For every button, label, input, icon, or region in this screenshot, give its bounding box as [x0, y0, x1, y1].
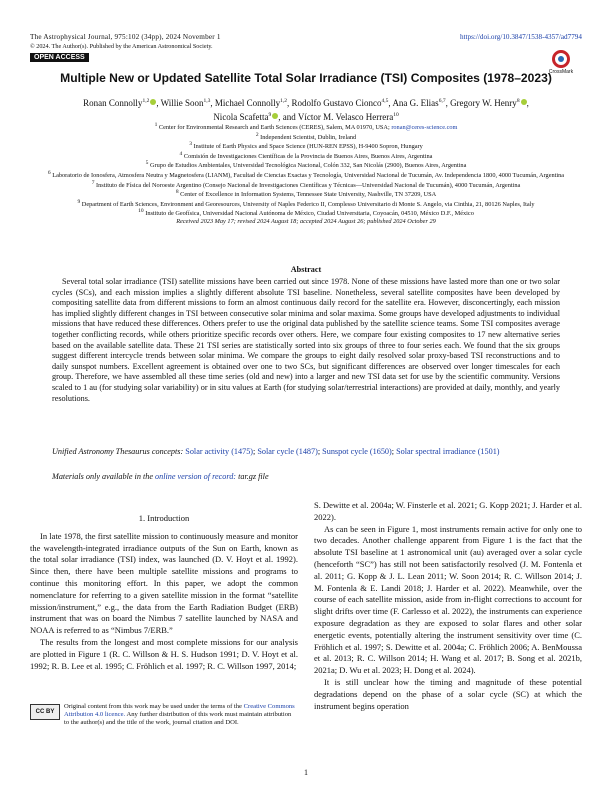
intro-paragraph-2: The results from the longest and most complete missions for our analysis are plotted in Figure 1 (R. C. Willson & H. S. Hudson 1991; D. V. Hoyt et al. 1992; R. B. Lee et al. 1995; C. Fröhlich et al. 1997; R. C. Willson 1997, 2014;	[30, 636, 298, 671]
affiliation	[38, 160, 574, 170]
affiliation	[38, 208, 574, 218]
crossmark-icon	[552, 50, 570, 68]
author-name: Rodolfo Gustavo Cionco	[291, 98, 382, 108]
affiliation-text: Center of Excellence in Information Systems, Tennessee State University, Nashville, TN 37209, USA	[180, 191, 437, 199]
keywords: Unified Astronomy Thesaurus concepts: Solar activity (1475); Solar cycle (1487); Sunspot cycle (1650); Solar spectral irradiance (1501)	[52, 447, 500, 456]
online-version-link[interactable]: online version of record:	[155, 472, 237, 481]
author-name: Nicola Scafetta	[213, 111, 269, 122]
affiliation-sup: 1	[154, 122, 158, 128]
affiliation	[38, 132, 574, 142]
affiliation-sup: 10	[138, 208, 144, 215]
affiliation	[38, 199, 574, 209]
author-name: Willie Soon	[160, 98, 204, 108]
intro-paragraph-3: As can be seen in Figure 1, most instruments remain active for only one to two decades. Another challenge apparent from Figure 1 is the fact that the absolute TSI baseline at 1 astronomical unit (au) averaged over a solar cycle (henceforth “SC”) has still not been satisfactorily resolved (J. M. Fontenla et al. 2011; G. Kopp & J. L. Lean 2011; W. Soon 2014; R. C. Willson 2014; J. M. Fontenla & E. Landi 2018; J. Harder et al. 2022). Meanwhile, over the course of each satellite mission, aside from in-flight corrections to account for slight drifts over time (F. Carlesso et al. 2022), the instruments can experience exposure degradation as they are exposed to solar flares and other solar energetic events, potentially altering the instrument sensitivity over time (C. Fröhlich et al. 1997; S. Dewitte et al. 2004a; C. Fröhlich 2006; A. BenMoussa et al. 2013; R. C. Willson 2014; H. Wang et al. 2017; B. Song et al. 2021b, 2021a; D. Wu et al. 2023; H. Dong et al. 2024).	[314, 523, 582, 676]
affiliation	[38, 180, 574, 190]
author-affil-sup: 9	[268, 111, 272, 118]
license-link[interactable]: Creative Commons Attribution 4.0 licence.	[64, 703, 295, 719]
affiliation-text: Institute of Earth Physics and Space Science (HUN-REN EPSS), H-9400 Sopron, Hungary	[193, 143, 423, 151]
affiliation-text: Instituto de Física del Noroeste Argentino (Consejo Nacional de Investigaciones Científicas y Técnicas—Universidad Nacional de Tucumán), 4000 Tucumán, Argentina	[96, 181, 521, 189]
open-access-badge: OPEN ACCESS	[30, 53, 89, 62]
affiliation-text: Comisión de Investigaciones Científicas de la Provincia de Buenos Aires, Buenos Aires, Argentina	[183, 152, 433, 160]
keyword-link[interactable]: Solar spectral irradiance (1501)	[396, 447, 500, 456]
author-affil-sup: 10	[393, 111, 399, 118]
materials-suffix: tar.gz file	[238, 472, 269, 481]
affiliation-sup: 6	[47, 169, 51, 176]
affiliation	[38, 122, 574, 132]
affiliation	[38, 141, 574, 151]
author-affil-sup: 1,2	[142, 98, 150, 104]
affiliation-sup: 9	[77, 198, 81, 205]
keyword-link[interactable]: Sunspot cycle (1650)	[322, 447, 392, 456]
keyword-link[interactable]: Solar activity (1475)	[185, 447, 254, 456]
affiliations	[38, 122, 574, 225]
license-note	[30, 703, 298, 728]
affiliation	[38, 170, 574, 180]
orcid-icon[interactable]	[272, 113, 278, 119]
author-affil-sup: 8	[516, 98, 520, 104]
affiliation-sup: 4	[179, 150, 183, 157]
author-affil-sup: 1,3	[203, 98, 211, 104]
doi-link[interactable]: https://doi.org/10.3847/1538-4357/ad7794	[459, 33, 582, 41]
intro-paragraph-1: In late 1978, the first satellite mission to continuously measure and monitor the wavelength-integrated irradiance outputs of the Sun on Earth, known as the total solar irradiance (TSI) index, was launched (D. V. Hoyt et al. 1992). Since then, there have been multiple satellite missions and programs to continue this monitoring effort. In this paper, we adopt the common nomenclature for referring to a given satellite mission in the format “satellite mission/instrument,” e.g., the data from the Earth Radiation Budget (ERB) instrument that was on board the Nimbus 7 satellite launched by NASA and NOAA is referred to as “Nimbus 7/ERB.”	[30, 530, 298, 636]
abstract-text: Several total solar irradiance (TSI) satellite missions have been carried out since 1978. None of these missions have lasted more than one or two solar cycles (SCs), and each mission implies a slightly different absolute TSI baseline. Nonetheless, several satellite composites have been developed by compositing satellite data from different missions to form an almost continuous daily record for the satellite era. However, disconcertingly, each mission has implied slightly different changes in TSI between consecutive solar minima and solar maxima. Some groups have developed adjustments to individual missions that have reduced these differences. Others prefer to use the original data published by the satellite science teams. Some TSI composites average together conflicting records, while others prioritize specific records over others. Here, we compare four existing composites to 17 new alternative series based on the available satellite data. These 21 TSI series are statistically sorted into six groups of three to four series each. We found that the six groups suggest different intercycle trends between solar minima. We compare the groups to eight daily resolved solar proxy-based TSI reconstructions and to daily sunspot numbers. Excellent agreement is obtained over one to two SCs, but significant differences are observed over longer timescales for each group. Therefore, we have assembled all these time series (old and new) into a larger and new TSI data set for use by the scientific community. Versions scaled to 1 au (for studying solar variability) or in situ values at Earth (for studying solar/terrestrial interactions) are provided at daily, monthly, and yearly resolutions.	[52, 277, 560, 403]
email-link[interactable]: ronan@ceres-science.com	[391, 124, 458, 132]
author-line-1: Ronan Connolly$^{1,2}$ , Willie Soon$^{1,3}$, Michael Connolly$^{1,2}$, Rodolfo Gustavo Cionco$^{4,5}$, Ana G. Elias$^{6,7}$, Gregory W. Henry$^8$ ,	[83, 98, 529, 108]
cc-license-icon[interactable]: CC BY	[30, 704, 60, 720]
affiliation-sup: 5	[145, 160, 149, 167]
left-column	[30, 513, 298, 672]
materials-note	[52, 472, 560, 481]
author-affil-sup: 6,7	[438, 98, 446, 104]
received-dates: Received 2023 May 17; revised 2024 August 18; accepted 2024 August 26; published 2024 October 29	[176, 217, 436, 225]
materials-prefix: Materials only available in the	[52, 472, 153, 481]
affiliation-text: Department of Earth Sciences, Environment and Georesources, University of Naples Federico II, Complesso Universitario di Monte S. Angelo, via Cinthia, 21, 80126 Naples, Italy	[81, 200, 535, 208]
author-name: Gregory W. Henry	[450, 98, 517, 108]
journal-header: The Astrophysical Journal, 975:102 (34pp), 2024 November 1	[30, 33, 221, 41]
author-affil-sup: 4,5	[381, 98, 389, 104]
author-line-2: Nicola Scafetta$^9$ , and Víctor M. Velasco Herrera$^{10}$	[213, 111, 399, 122]
affiliation-text: Grupo de Estudios Ambientales, Universidad Tecnológica Nacional, Colón 332, San Nicolás (2900), Buenos Aires, Argentina	[149, 162, 467, 170]
continued-paragraph: S. Dewitte et al. 2004a; W. Finsterle et al. 2021; G. Kopp 2021; J. Harder et al. 2022).	[314, 500, 582, 522]
author-affil-sup: 1,2	[280, 98, 288, 104]
intro-paragraph-4: It is still unclear how the timing and magnitude of these potential degradations depend on the phase of a solar cycle (SC) at which the instrument begins operation	[314, 676, 582, 711]
affiliation-sup: 8	[175, 189, 179, 196]
orcid-icon[interactable]	[150, 99, 156, 105]
keyword-link[interactable]: Solar cycle (1487)	[257, 447, 318, 456]
affiliation-text: Independent Scientist, Dublin, Ireland	[260, 133, 357, 141]
affiliation-text: Laboratorio de Ionosfera, Atmosfera Neutra y Magnetosfera (LIANM), Facultad de Ciencias Exactas y Tecnología, Universidad Nacional de Tucumán, Av. Independencia 1800, 4000 Tucumán, Argentina	[52, 172, 565, 180]
right-column	[314, 500, 582, 712]
orcid-icon[interactable]	[521, 99, 527, 105]
page-number: 1	[304, 768, 308, 777]
affiliation-text: Center for Environmental Research and Earth Sciences (CERES), Salem, MA 01970, USA;	[158, 124, 390, 132]
author-name: Michael Connolly	[214, 98, 281, 108]
affiliation-sup: 7	[91, 179, 95, 186]
abstract-heading: Abstract	[290, 265, 322, 274]
keywords-label: Unified Astronomy Thesaurus concepts:	[52, 447, 184, 456]
author-name: Víctor M. Velasco Herrera	[297, 111, 394, 122]
license-text-1: Original content from this work may be used under the terms of the	[64, 703, 242, 710]
license-text-2: Any further distribution of this work must maintain attribution to the author(s) and the title of the work, journal citation and DOI.	[64, 711, 292, 727]
affiliation-sup: 2	[255, 131, 259, 138]
section-title: 1. Introduction	[138, 513, 190, 523]
affiliation	[38, 189, 574, 199]
copyright-line: © 2024. The Author(s). Published by the American Astronomical Society.	[30, 43, 213, 50]
author-name: Ana G. Elias	[392, 98, 439, 108]
crossmark-label: CrossMark	[548, 69, 574, 75]
affiliation-text: Instituto de Geofísica, Universidad Nacional Autónoma de México, Ciudad Universitaria, Coyoacán, 04510, México D.F., México	[145, 210, 474, 218]
author-list	[40, 96, 572, 123]
author-name: Ronan Connolly	[83, 98, 143, 108]
paper-title: Multiple New or Updated Satellite Total Solar Irradiance (TSI) Composites (1978–2023)	[60, 71, 552, 85]
affiliation-sup: 3	[189, 141, 192, 148]
affiliation	[38, 151, 574, 161]
